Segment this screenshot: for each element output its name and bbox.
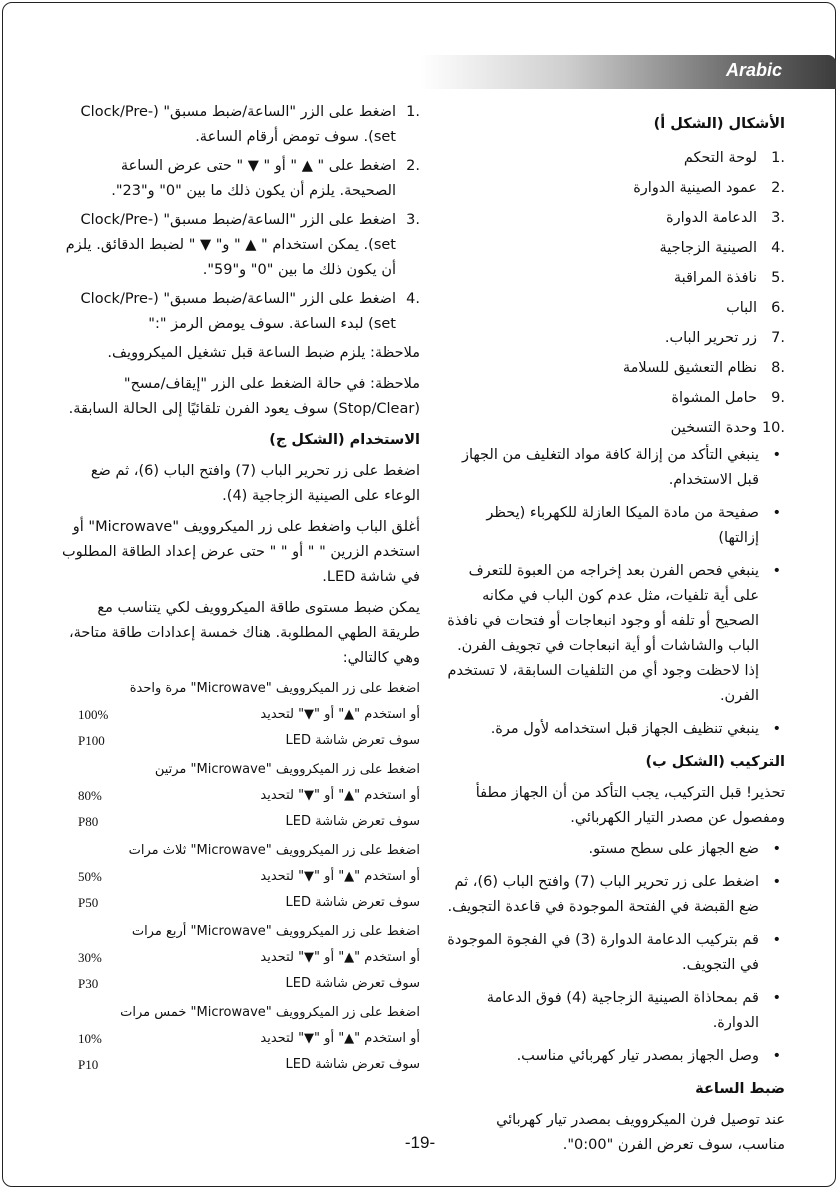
install-step: • قم بمحاذاة الصينية الزجاجية (4) فوق الدعامة الدوارة. <box>445 986 785 1036</box>
components-heading: الأشكال (الشكل أ) <box>653 116 785 132</box>
component-item: .7 زر تحرير الباب. <box>664 330 785 346</box>
precaution-item: • ينبغي فحص الفرن بعد إخراجه من العبوة للتعرف على أية تلفيات، مثل عدم كون الباب في مكانه الصحيح أو تلفه أو وجود انبعاجات أو فتحات في نافذة الباب والشاشات أو أية انبعاجات في تجويف الفرن. إذا لاحظت وجود أي من التلفيات السابقة، لا تستخدم الفرن. <box>445 559 785 709</box>
precaution-item: • ينبغي تنظيف الجهاز قبل استخدامه لأول مرة. <box>445 717 785 742</box>
component-item: .1 لوحة التحكم <box>683 150 785 166</box>
power-code: P30 <box>78 976 99 991</box>
clock-intro: عند توصيل فرن الميكروويف بمصدر تيار كهربائي مناسب، سوف تعرض الفرن "0:00". <box>496 1112 785 1153</box>
power-percent: 50% <box>78 869 102 884</box>
install-step: • اضغط على زر تحرير الباب (7) وافتح الباب (6)، ثم ضع القبضة في الفتحة الموجودة في قاعدة التجويف. <box>445 870 785 920</box>
bullet-dot-icon: • <box>772 563 781 579</box>
power-level-table <box>60 677 420 1079</box>
bullet-dot-icon: • <box>772 990 781 1006</box>
note-text: ملاحظة: في حالة الضغط على الزر "إيقاف/مسح" (Stop/Clear) سوف يعود الفرن تلقائيًا إلى الحالة السابقة. <box>68 376 420 417</box>
power-level-block: اضغط على زر الميكروويف "Microwave" مرة واحدة أو استخدم "▲" أو "▼" لتحديد 100% سوف تعرض شاشة LED P100 <box>60 677 420 755</box>
usage-heading: الاستخدام (الشكل ج) <box>269 432 420 448</box>
right-column <box>445 108 785 1164</box>
power-level-block: اضغط على زر الميكروويف "Microwave" خمس مرات أو استخدم "▲" أو "▼" لتحديد 10% سوف تعرض شاشة LED P10 <box>60 1001 420 1079</box>
component-item: .9 حامل المشواة <box>671 390 785 406</box>
power-percent: 10% <box>78 1031 102 1046</box>
power-code: P10 <box>78 1057 99 1072</box>
language-label: Arabic <box>725 60 782 80</box>
left-column <box>60 100 420 1082</box>
bullet-dot-icon: • <box>772 721 781 737</box>
install-warning: تحذير! قبل التركيب، يجب التأكد من أن الجهاز مطفأ ومفصول عن مصدر التيار الكهربائي. <box>475 785 785 826</box>
clock-step: .3 اضغط على الزر "الساعة/ضبط مسبق" (Clock/Pre-set). يمكن استخدام " ▲ " و" ▼ " لضبط الدقائق. يلزم أن يكون ذلك ما بين "0" و"59". <box>65 212 420 278</box>
install-heading: التركيب (الشكل ب) <box>645 754 785 770</box>
bullet-dot-icon: • <box>772 447 781 463</box>
install-step: • قم بتركيب الدعامة الدوارة (3) في الفجوة الموجودة في التجويف. <box>445 928 785 978</box>
component-item: .8 نظام التعشيق للسلامة <box>622 360 785 376</box>
bullet-dot-icon: • <box>772 841 781 857</box>
power-code: P100 <box>78 733 105 748</box>
power-level-block: اضغط على زر الميكروويف "Microwave" مرتين أو استخدم "▲" أو "▼" لتحديد 80% سوف تعرض شاشة LED P80 <box>60 758 420 836</box>
page-number: -19- <box>404 1133 436 1152</box>
precaution-item: • صفيحة من مادة الميكا العازلة للكهرباء (يحظر إزالتها) <box>445 501 785 551</box>
usage-paragraph: أغلق الباب واضغط على زر الميكروويف "Microwave" أو استخدم الزرين " " أو " " حتى عرض إعداد الطاقة المطلوب في شاشة LED. <box>62 519 420 585</box>
component-item: .3 الدعامة الدوارة <box>666 210 785 226</box>
clock-step: .1 اضغط على الزر "الساعة/ضبط مسبق" (Clock/Pre-set). سوف تومض أرقام الساعة. <box>80 104 420 145</box>
component-item: .10 وحدة التسخين <box>670 420 785 436</box>
usage-paragraph: يمكن ضبط مستوى طاقة الميكروويف لكي يتناسب مع طريقة الطهي المطلوبة. هناك خمسة إعدادات طاقة متاحة، وهي كالتالي: <box>68 600 420 666</box>
note-text: ملاحظة: يلزم ضبط الساعة قبل تشغيل الميكروويف. <box>107 345 420 361</box>
usage-paragraph: اضغط على زر تحرير الباب (7) وافتح الباب (6)، ثم ضع الوعاء على الصينية الزجاجية (4). <box>90 463 420 504</box>
component-item: .6 الباب <box>726 300 785 316</box>
component-item: .2 عمود الصينية الدوارة <box>633 180 785 196</box>
clock-heading: ضبط الساعة <box>695 1081 785 1097</box>
component-item: .4 الصينية الزجاجية <box>659 240 785 256</box>
power-code: P50 <box>78 895 99 910</box>
clock-step: .4 اضغط على الزر "الساعة/ضبط مسبق" (Clock/Pre-set) لبدء الساعة. سوف يومض الرمز ":" <box>80 291 420 332</box>
component-item: .5 نافذة المراقبة <box>673 270 785 286</box>
power-percent: 80% <box>78 788 102 803</box>
power-level-block: اضغط على زر الميكروويف "Microwave" ثلاث مرات أو استخدم "▲" أو "▼" لتحديد 50% سوف تعرض شاشة LED P50 <box>60 839 420 917</box>
power-code: P80 <box>78 814 99 829</box>
bullet-dot-icon: • <box>772 874 781 890</box>
bullet-dot-icon: • <box>772 932 781 948</box>
bullet-dot-icon: • <box>772 505 781 521</box>
precaution-item: • ينبغي التأكد من إزالة كافة مواد التغليف من الجهاز قبل الاستخدام. <box>445 443 785 493</box>
power-percent: 100% <box>78 707 109 722</box>
install-step: • وصل الجهاز بمصدر تيار كهربائي مناسب. <box>445 1044 785 1069</box>
power-level-block: اضغط على زر الميكروويف "Microwave" أربع مرات أو استخدم "▲" أو "▼" لتحديد 30% سوف تعرض شاشة LED P30 <box>60 920 420 998</box>
bullet-dot-icon: • <box>772 1048 781 1064</box>
install-step: • ضع الجهاز على سطح مستو. <box>445 837 785 862</box>
clock-step: .2 اضغط على " ▲ " أو " ▼ " حتى عرض الساعة الصحيحة. يلزم أن يكون ذلك ما بين "0" و"23". <box>111 158 420 199</box>
power-percent: 30% <box>78 950 102 965</box>
